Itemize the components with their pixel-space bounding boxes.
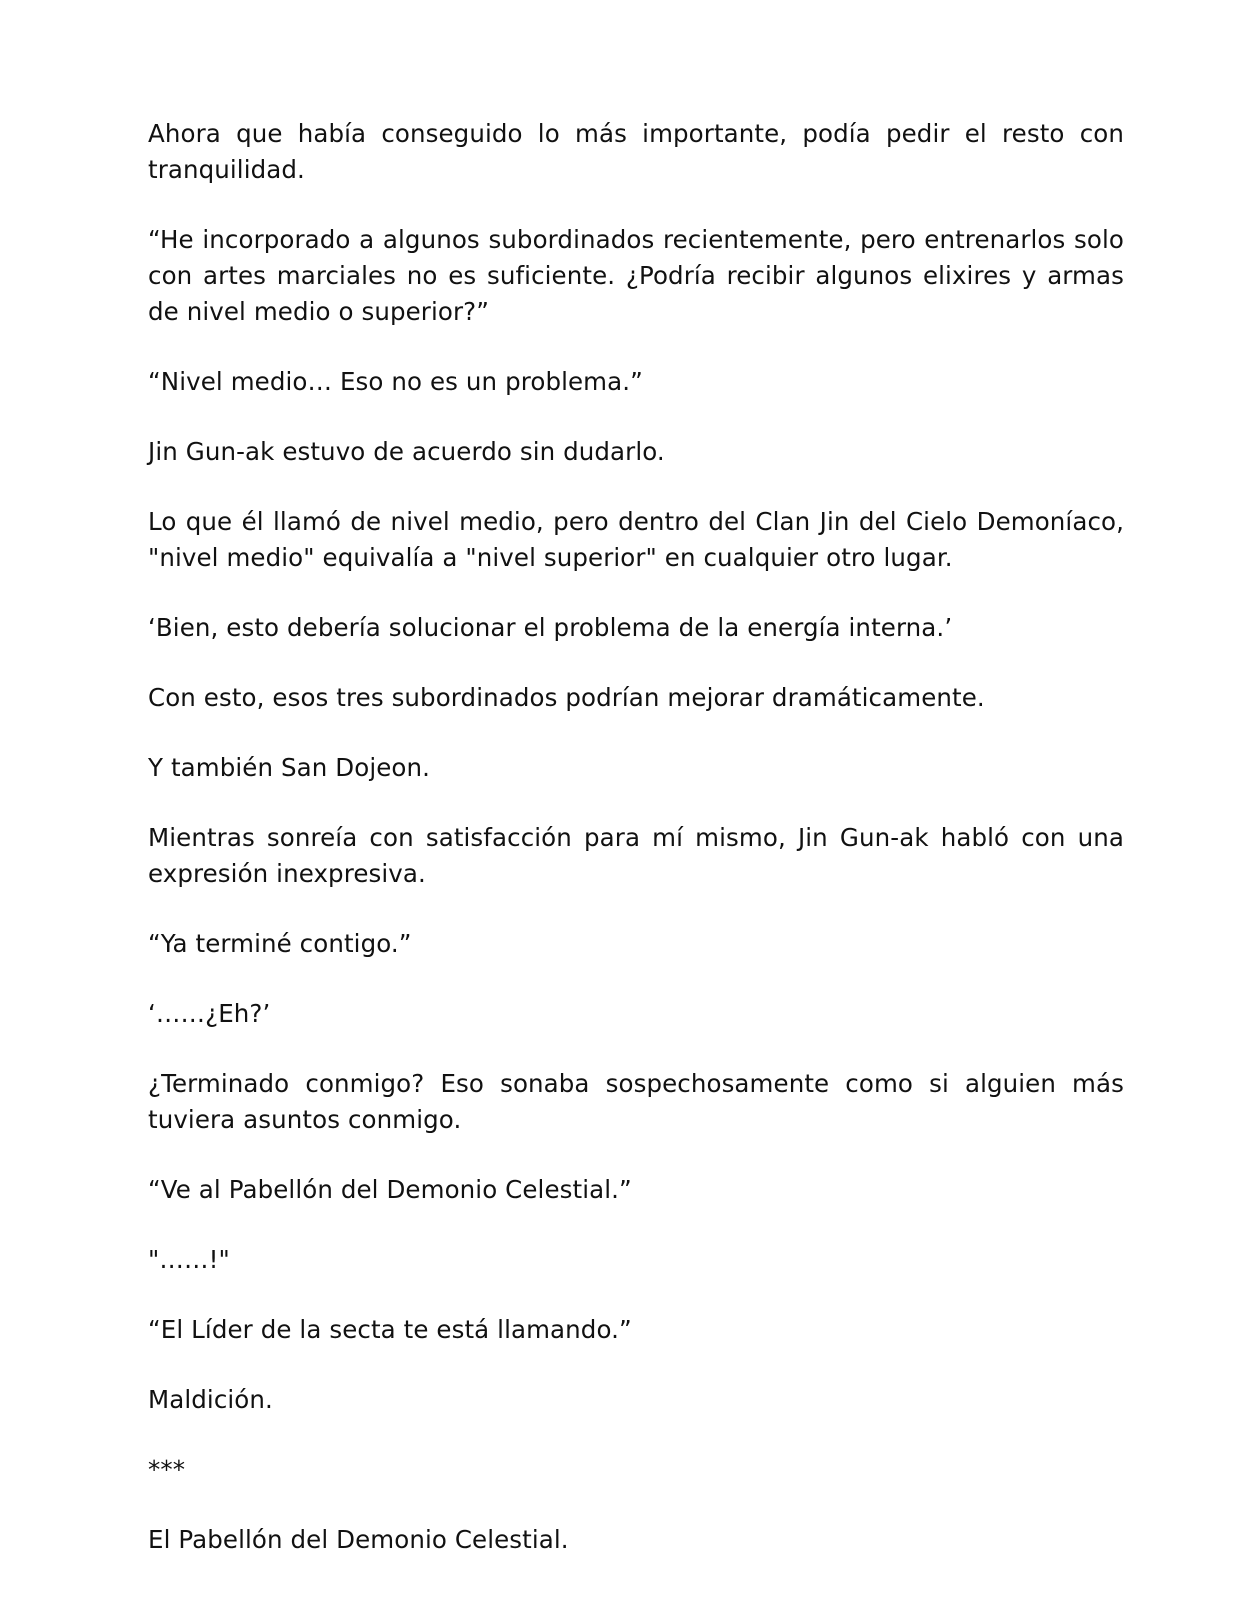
paragraph-17: El Pabellón del Demonio Celestial. [148, 1525, 569, 1554]
paragraph-10: “Ya terminé contigo.” [148, 929, 412, 958]
section-separator: *** [148, 1455, 186, 1484]
paragraph-5: Lo que él llamó de nivel medio, pero dentro del Clan Jin del Cielo Demoníaco, "nivel medio" equivalía a "nivel superior" en cualquier otro lugar. [148, 507, 1124, 572]
paragraph-1: Ahora que había conseguido lo más importante, podía pedir el resto con tranquilidad. [148, 119, 1124, 184]
paragraph-11: ‘……¿Eh?’ [148, 999, 271, 1028]
paragraph-7: Con esto, esos tres subordinados podrían mejorar dramáticamente. [148, 683, 985, 712]
paragraph-6: ‘Bien, esto debería solucionar el problema de la energía interna.’ [148, 613, 953, 642]
paragraph-2: “He incorporado a algunos subordinados recientemente, pero entrenarlos solo con artes marciales no es suficiente. ¿Podría recibir algunos elixires y armas de nivel medio o superior?” [148, 225, 1124, 326]
paragraph-8: Y también San Dojeon. [148, 753, 431, 782]
paragraph-3: “Nivel medio… Eso no es un problema.” [148, 367, 643, 396]
paragraph-12: ¿Terminado conmigo? Eso sonaba sospechosamente como si alguien más tuviera asuntos conmigo. [148, 1069, 1124, 1134]
paragraph-16: Maldición. [148, 1385, 273, 1414]
paragraph-9: Mientras sonreía con satisfacción para mí mismo, Jin Gun-ak habló con una expresión inexpresiva. [148, 823, 1124, 888]
paragraph-14: "……!" [148, 1245, 230, 1274]
document-page [148, 116, 1124, 1592]
paragraph-13: “Ve al Pabellón del Demonio Celestial.” [148, 1175, 632, 1204]
paragraph-4: Jin Gun-ak estuvo de acuerdo sin dudarlo. [148, 437, 665, 466]
paragraph-15: “El Líder de la secta te está llamando.” [148, 1315, 632, 1344]
